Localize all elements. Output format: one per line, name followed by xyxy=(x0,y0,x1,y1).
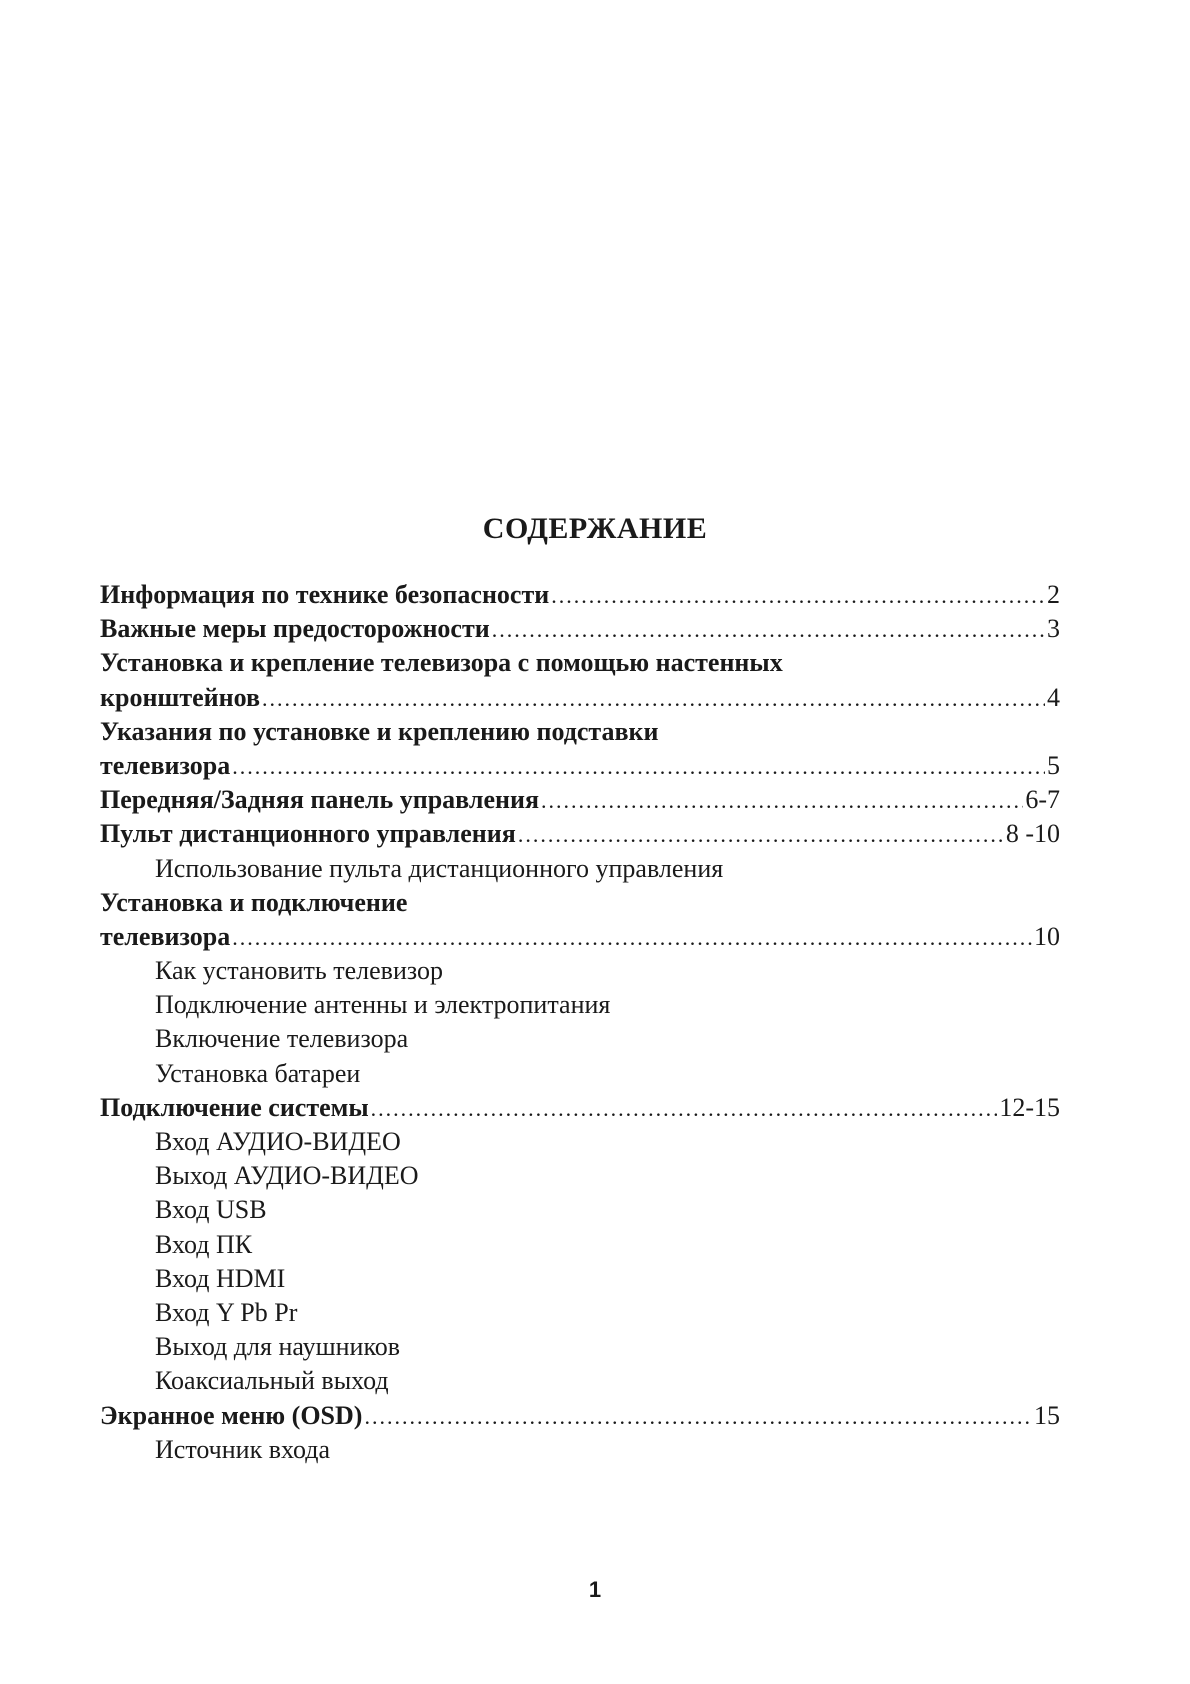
toc-entry-title: Установка и крепление телевизора с помощью настенных xyxy=(100,648,783,678)
toc-entry-title: кронштейнов xyxy=(100,682,261,712)
toc-leader-dots xyxy=(364,1400,1032,1434)
toc-subentry: Использование пульта дистанционного управления xyxy=(155,853,724,883)
toc-subentry: Вход USB xyxy=(155,1195,267,1225)
page-title: СОДЕРЖАНИЕ xyxy=(482,512,708,545)
toc-entry-page: 2 xyxy=(1047,580,1060,609)
toc-entry-page: 5 xyxy=(1047,750,1060,780)
toc-entry xyxy=(100,681,1060,715)
toc-entry xyxy=(100,612,1060,646)
toc-entry-page: 6-7 xyxy=(1025,785,1060,815)
toc-entry xyxy=(100,1091,1060,1125)
toc-entry xyxy=(100,578,1060,612)
toc-subentry: Установка батареи xyxy=(155,1058,361,1088)
toc-entry-page: 4 xyxy=(1047,682,1060,712)
toc-entry-title: телевизора xyxy=(100,750,231,780)
page-number: 1 xyxy=(588,1577,602,1602)
toc-subentry: Как установить телевизор xyxy=(155,956,443,986)
toc-subentry: Коаксиальный выход xyxy=(155,1366,389,1396)
toc-entry xyxy=(100,783,1060,817)
toc-subentry: Вход ПК xyxy=(155,1229,253,1259)
toc-subentry: Выход для наушников xyxy=(155,1332,401,1362)
toc-leader-dots xyxy=(232,750,1045,784)
table-of-contents xyxy=(100,578,1060,1467)
toc-entry-title: Указания по установке и креплению подставки xyxy=(100,716,659,746)
toc-subentry: Включение телевизора xyxy=(155,1024,409,1054)
toc-entry-title: Пульт дистанционного управления xyxy=(100,819,516,849)
toc-entry-title: телевизора xyxy=(100,921,231,951)
toc-leader-dots xyxy=(551,579,1045,613)
toc-leader-dots xyxy=(492,613,1045,647)
toc-entry-title: Установка и подключение xyxy=(100,887,408,917)
toc-entry-page: 10 xyxy=(1034,921,1060,951)
toc-entry-title: Важные меры предосторожности xyxy=(100,614,490,644)
toc-leader-dots xyxy=(232,921,1032,955)
toc-entry-title: Экранное меню (OSD) xyxy=(100,1400,363,1430)
toc-subentry: Подключение антенны и электропитания xyxy=(155,990,611,1020)
toc-leader-dots xyxy=(371,1092,998,1126)
toc-subentry: Вход АУДИО-ВИДЕО xyxy=(155,1127,401,1156)
toc-entry-page: 12-15 xyxy=(999,1092,1060,1122)
toc-leader-dots xyxy=(541,784,1023,818)
toc-subentry: Выход АУДИО-ВИДЕО xyxy=(155,1161,419,1191)
toc-subentry: Вход HDMI xyxy=(155,1263,286,1293)
toc-entry xyxy=(100,1399,1060,1433)
toc-subentry: Вход Y Pb Pr xyxy=(155,1297,298,1327)
toc-subentry: Источник входа xyxy=(155,1434,331,1464)
toc-leader-dots xyxy=(262,682,1045,716)
toc-entry xyxy=(100,817,1060,851)
toc-entry-page: 3 xyxy=(1047,614,1060,644)
toc-entry xyxy=(100,920,1060,954)
toc-entry-page: 8 -10 xyxy=(1005,819,1060,849)
toc-entry-title: Информация по технике безопасности xyxy=(100,580,550,609)
toc-entry xyxy=(100,749,1060,783)
toc-entry-title: Передняя/Задняя панель управления xyxy=(100,785,540,815)
toc-entry-title: Подключение системы xyxy=(100,1092,369,1122)
toc-leader-dots xyxy=(518,818,1004,852)
toc-entry-page: 15 xyxy=(1034,1400,1060,1430)
